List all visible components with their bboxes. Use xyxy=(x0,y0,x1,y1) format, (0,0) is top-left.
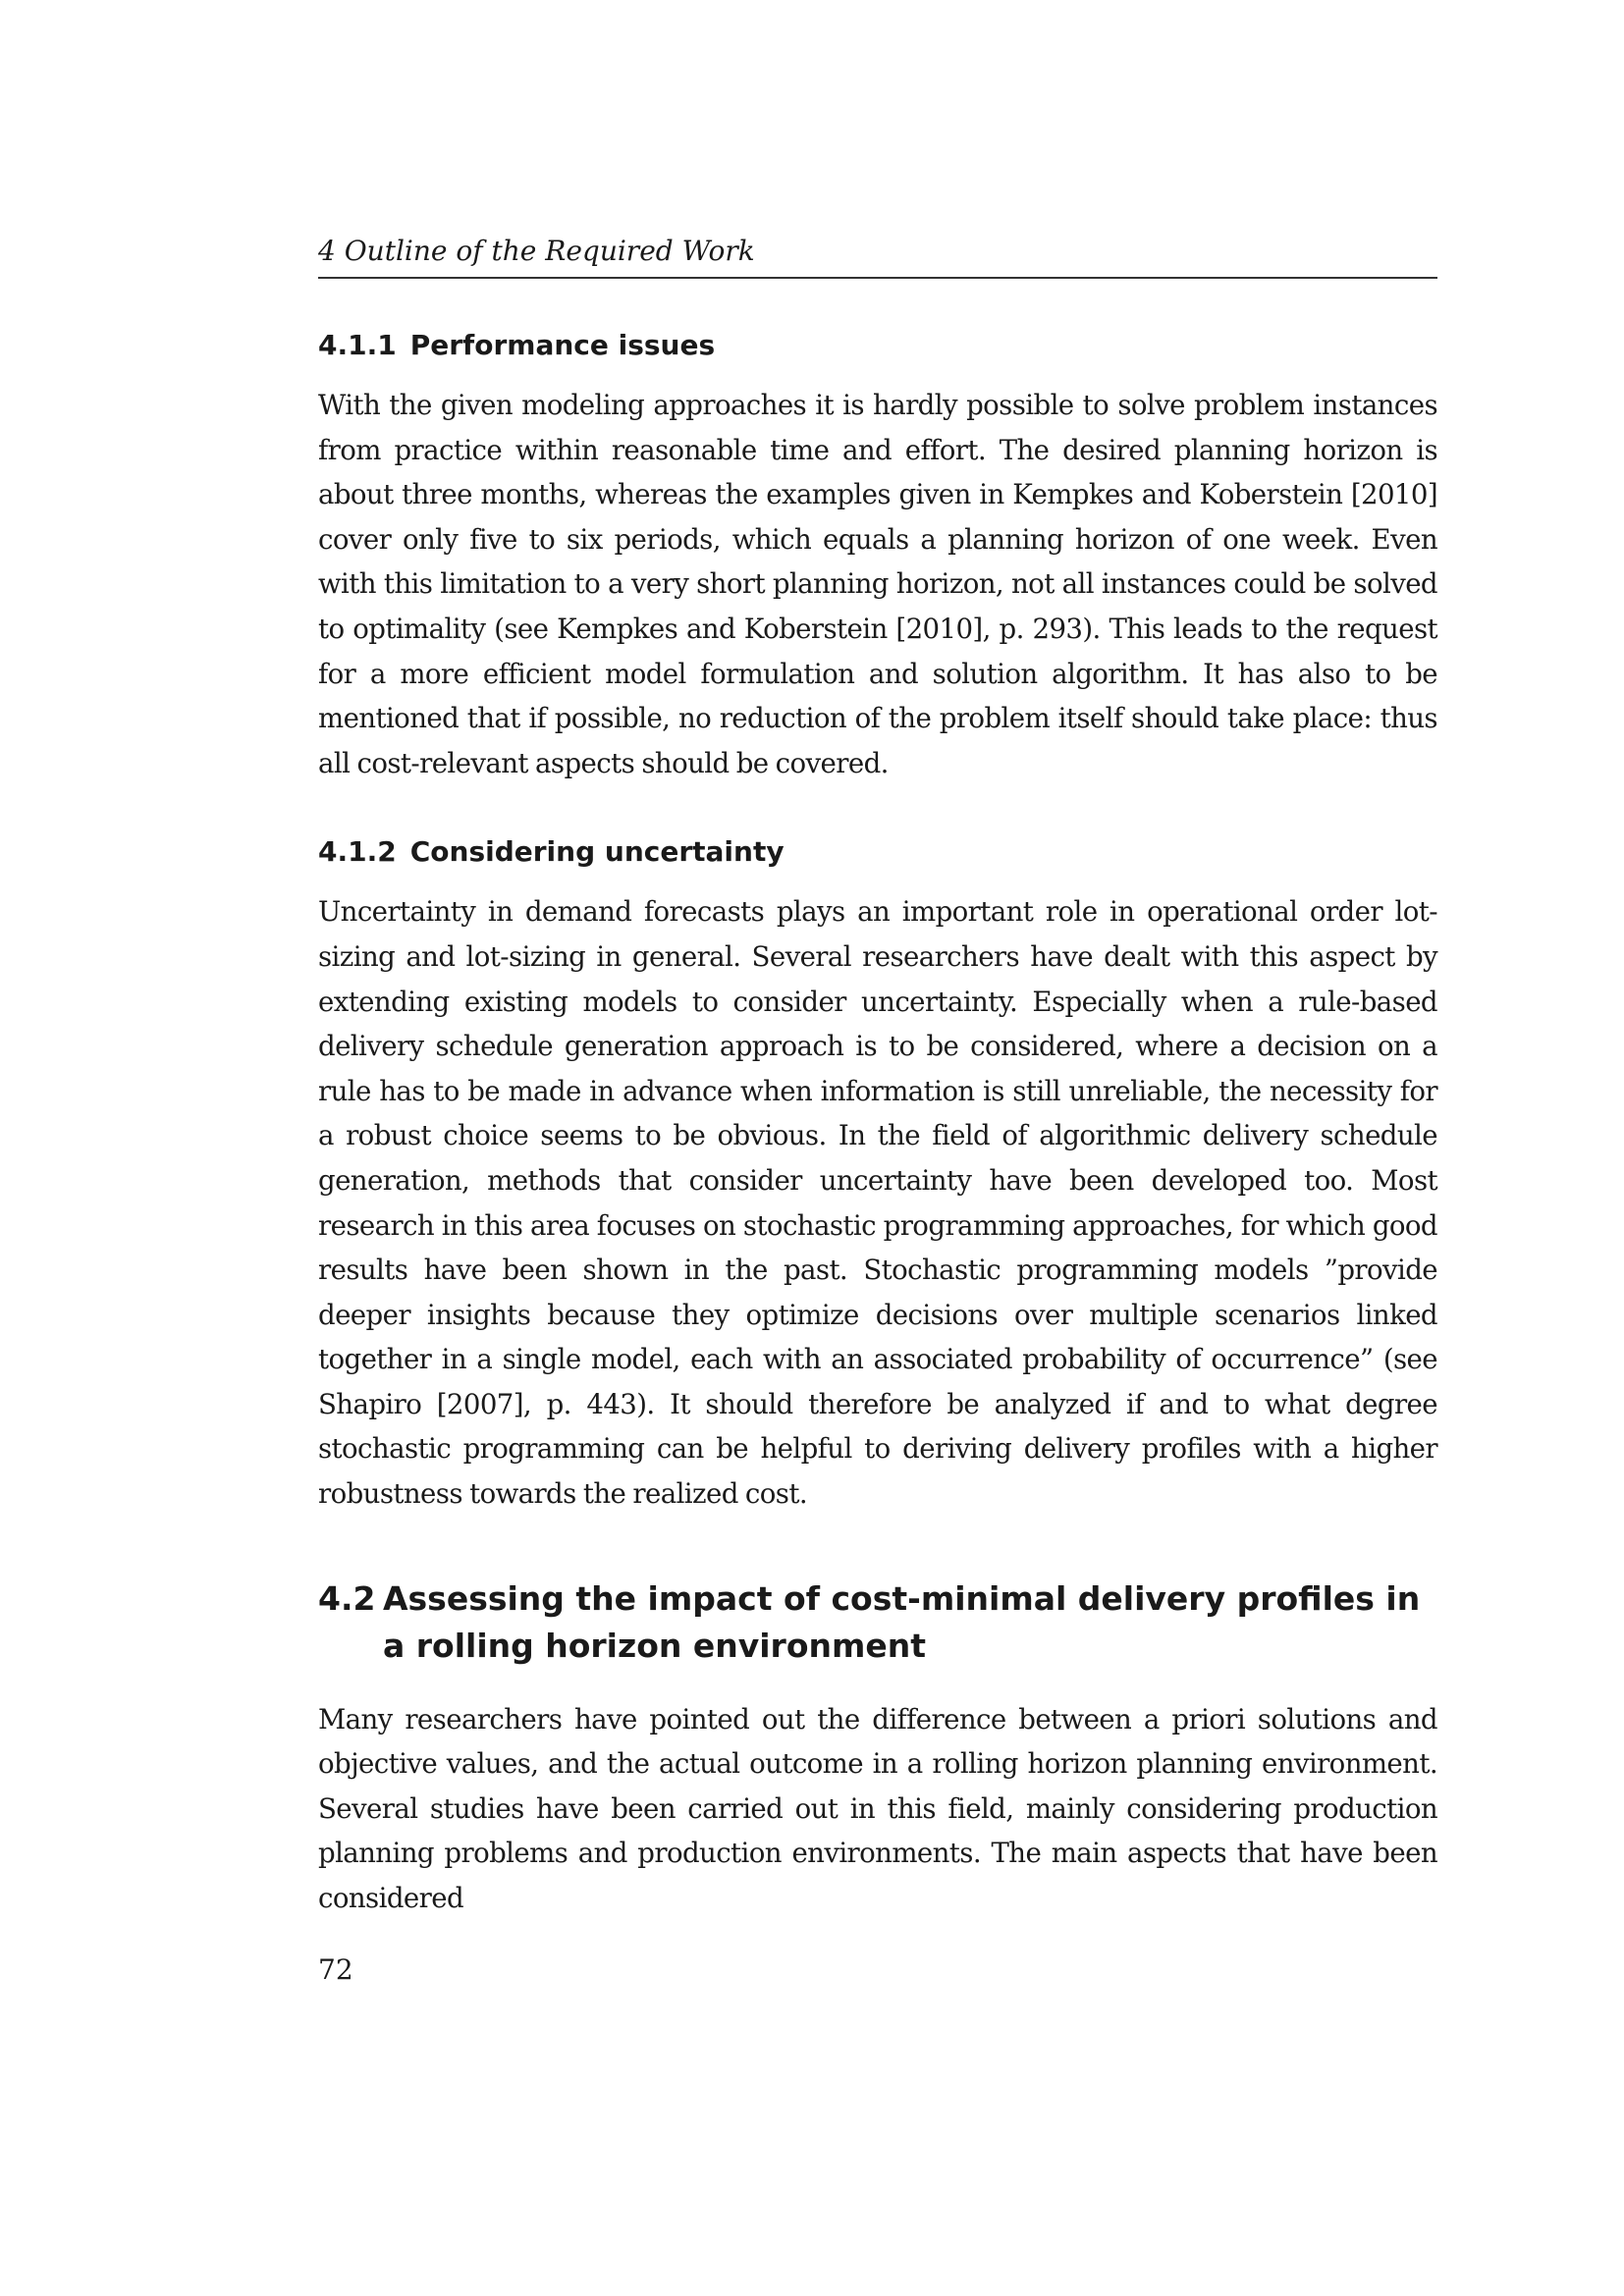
subsection-title: Considering uncertainty xyxy=(409,835,785,869)
subsection-heading-uncertainty xyxy=(318,834,1437,870)
paragraph-performance: With the given modeling approaches it is hardly possible to solve problem instances from practice within reasonable time and effort. The desired planning horizon is about three months, whereas the examples given in Kempkes and Koberstein [2010] cover only five to six periods, which equals a planning horizon of one week. Even with this limitation to a very short planning horizon, not all instances could be solved to optimality (see Kempkes and Koberstein [2010], p. 293). This leads to the request for a more efficient model formulation and solution algorithm. It has also to be mentioned that if possible, no reduction of the problem itself should take place: thus all cost-relevant aspects should be covered. xyxy=(318,389,1437,779)
subsection-heading-performance xyxy=(318,328,1437,363)
paragraph-uncertainty: Uncertainty in demand forecasts plays an important role in operational order lot-sizing and lot-sizing in general. Several researchers have dealt with this aspect by extending existing models to consider uncertainty. Especially when a rule-based delivery schedule generation approach is to be considered, where a decision on a rule has to be made in advance when information is still unreliable, the necessity for a robust choice seems to be obvious. In the field of algorithmic delivery schedule generation, methods that consider uncertainty have been developed too. Most research in this area focuses on stochastic programming approaches, for which good results have been shown in the past. Stochastic programming models ”provide deeper insights because they optimize decisions over multiple scenarios linked together in a single model, each with an associated probability of occurrence” (see Shapiro [2007], p. 443). It should therefore be analyzed if and to what degree stochastic programming can be helpful to deriving delivery profiles with a higher robustness towards the realized cost. xyxy=(318,895,1437,1511)
section-number: 4.2 xyxy=(318,1578,376,1618)
page-number: 72 xyxy=(318,1953,353,1986)
subsection-title: Performance issues xyxy=(409,329,716,361)
paragraph-rolling-horizon: Many researchers have pointed out the difference between a priori solutions and objective values, and the actual outcome in a rolling horizon planning environment. Several studies have been carried out in this field, mainly considering production planning problems and production environments. The main aspects that have been considered xyxy=(318,1702,1437,1915)
running-header: 4 Outline of the Required Work xyxy=(318,232,1437,279)
subsection-number: 4.1.2 xyxy=(318,835,397,869)
section-heading-rolling-horizon xyxy=(318,1575,1437,1670)
section-title: Assessing the impact of cost-minimal delivery profiles in a rolling horizon environment xyxy=(383,1578,1421,1665)
page-content xyxy=(318,232,1437,1921)
subsection-number: 4.1.1 xyxy=(318,329,397,361)
